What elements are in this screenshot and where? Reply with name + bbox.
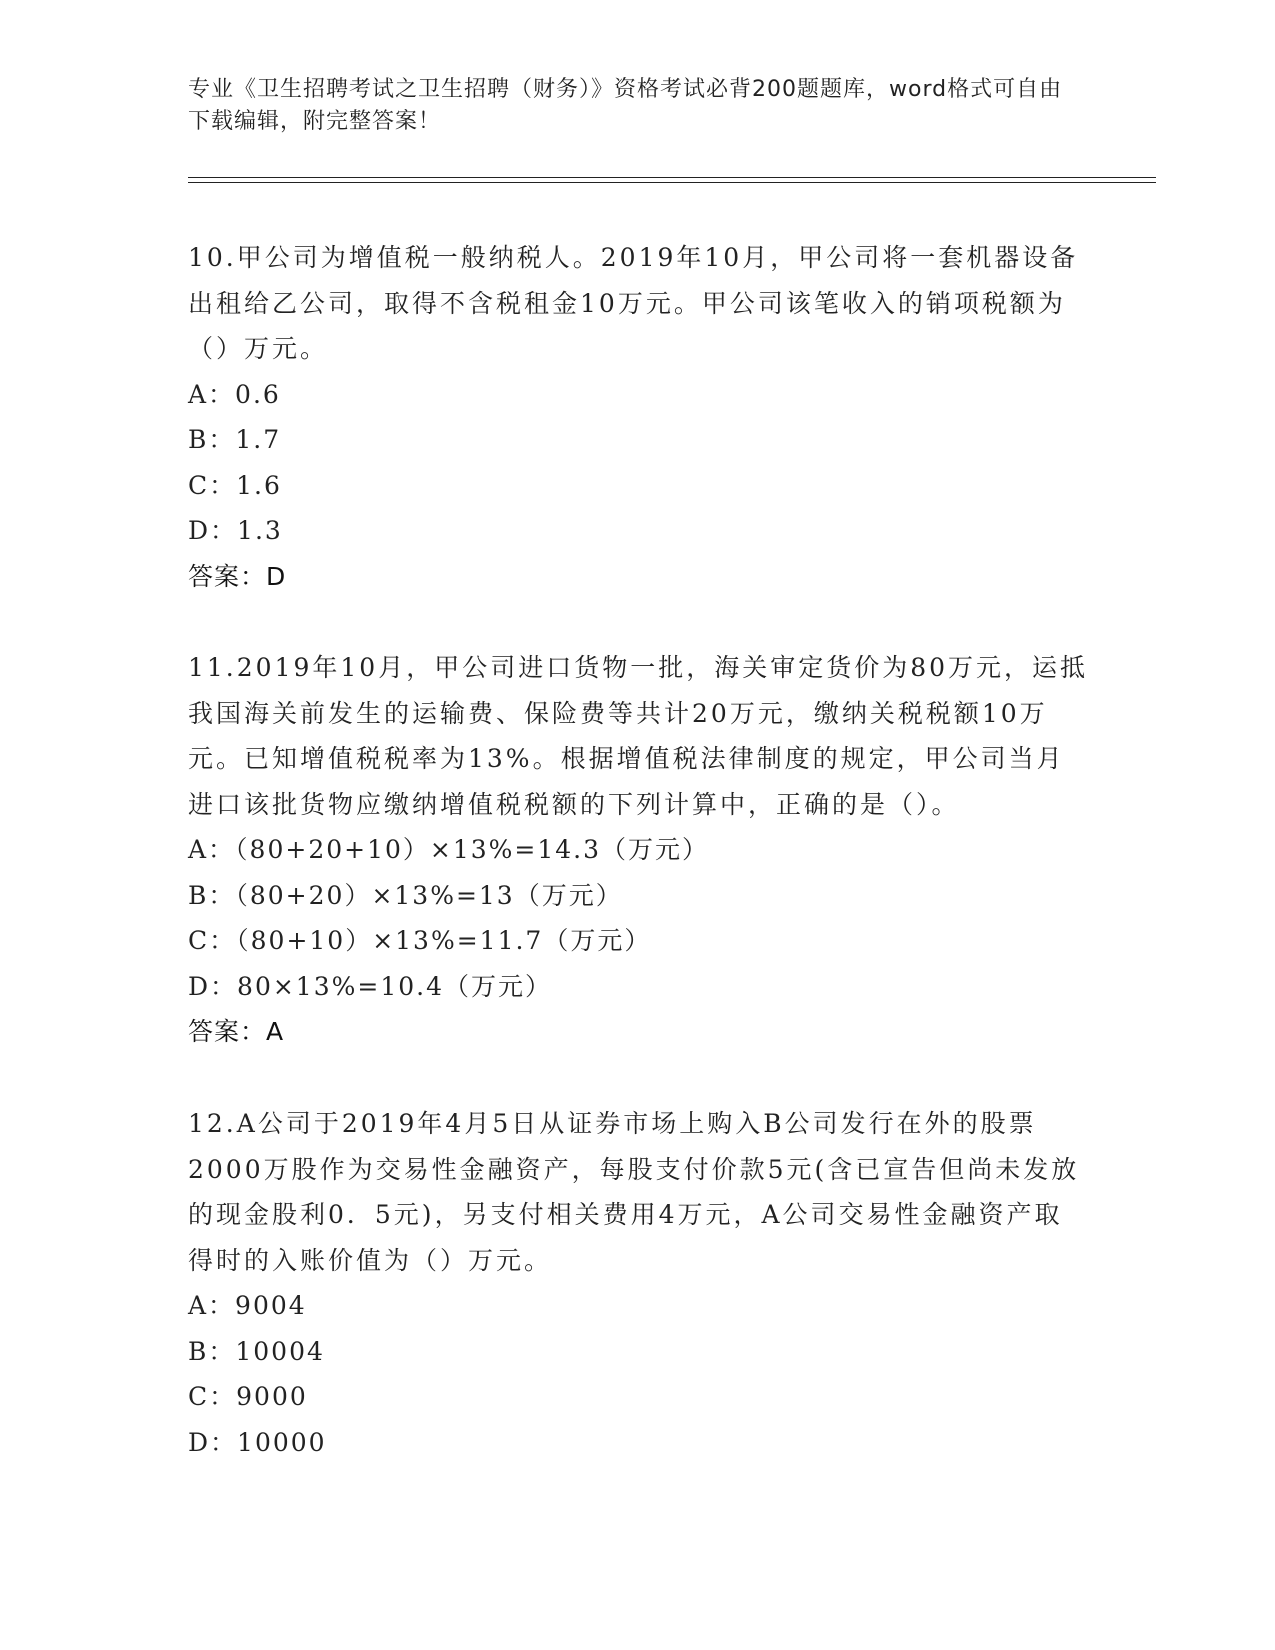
question-stem: 12.A公司于2019年4月5日从证券市场上购入B公司发行在外的股票2000万股作为交易性金融资产，每股支付价款5元(含已宣告但尚未发放的现金股利0．5元)，另支付相关费用4万元，A公司交易性金融资产取得时的入账价值为（）万元。 <box>188 1109 1080 1275</box>
header-divider-bottom <box>188 182 1156 183</box>
option-d: D：10000 <box>188 1427 327 1457</box>
option-c: C：9000 <box>188 1382 308 1411</box>
option-a: A：（80+20+10）×13%=14.3（万元） <box>188 835 710 864</box>
option-b: B：1.7 <box>188 425 282 454</box>
option-d: D：1.3 <box>188 516 283 545</box>
option-d: D：80×13%=10.4（万元） <box>188 971 552 1001</box>
option-c: C：1.6 <box>188 470 282 500</box>
answer-label: 答案：D <box>188 561 287 591</box>
question-stem: 11.2019年10月，甲公司进口货物一批，海关审定货价为80万元，运抵我国海关前发生的运输费、保险费等共计20万元，缴纳关税税额10万元。已知增值税税率为13%。根据增值税法律制度的规定，甲公司当月进口该批货物应缴纳增值税税额的下列计算中，正确的是（）。 <box>188 653 1089 819</box>
document-header: 专业《卫生招聘考试之卫生招聘（财务）》资格考试必背200题题库，word格式可自由下载编辑，附完整答案！ <box>188 77 1063 134</box>
option-c: C：（80+10）×13%=11.7（万元） <box>188 926 652 955</box>
answer-label: 答案：A <box>188 1017 285 1046</box>
question-11 <box>188 645 1088 1055</box>
option-a: A：0.6 <box>188 379 281 409</box>
question-stem: 10.甲公司为增值税一般纳税人。2019年10月，甲公司将一套机器设备出租给乙公司，取得不含税租金10万元。甲公司该笔收入的销项税额为（）万元。 <box>188 243 1079 363</box>
question-12 <box>188 1101 1088 1465</box>
option-b: B：10004 <box>188 1336 325 1366</box>
header-divider-top <box>188 177 1156 178</box>
option-a: A：9004 <box>188 1291 307 1320</box>
option-b: B：（80+20）×13%=13（万元） <box>188 880 623 910</box>
question-10 <box>188 235 1088 599</box>
